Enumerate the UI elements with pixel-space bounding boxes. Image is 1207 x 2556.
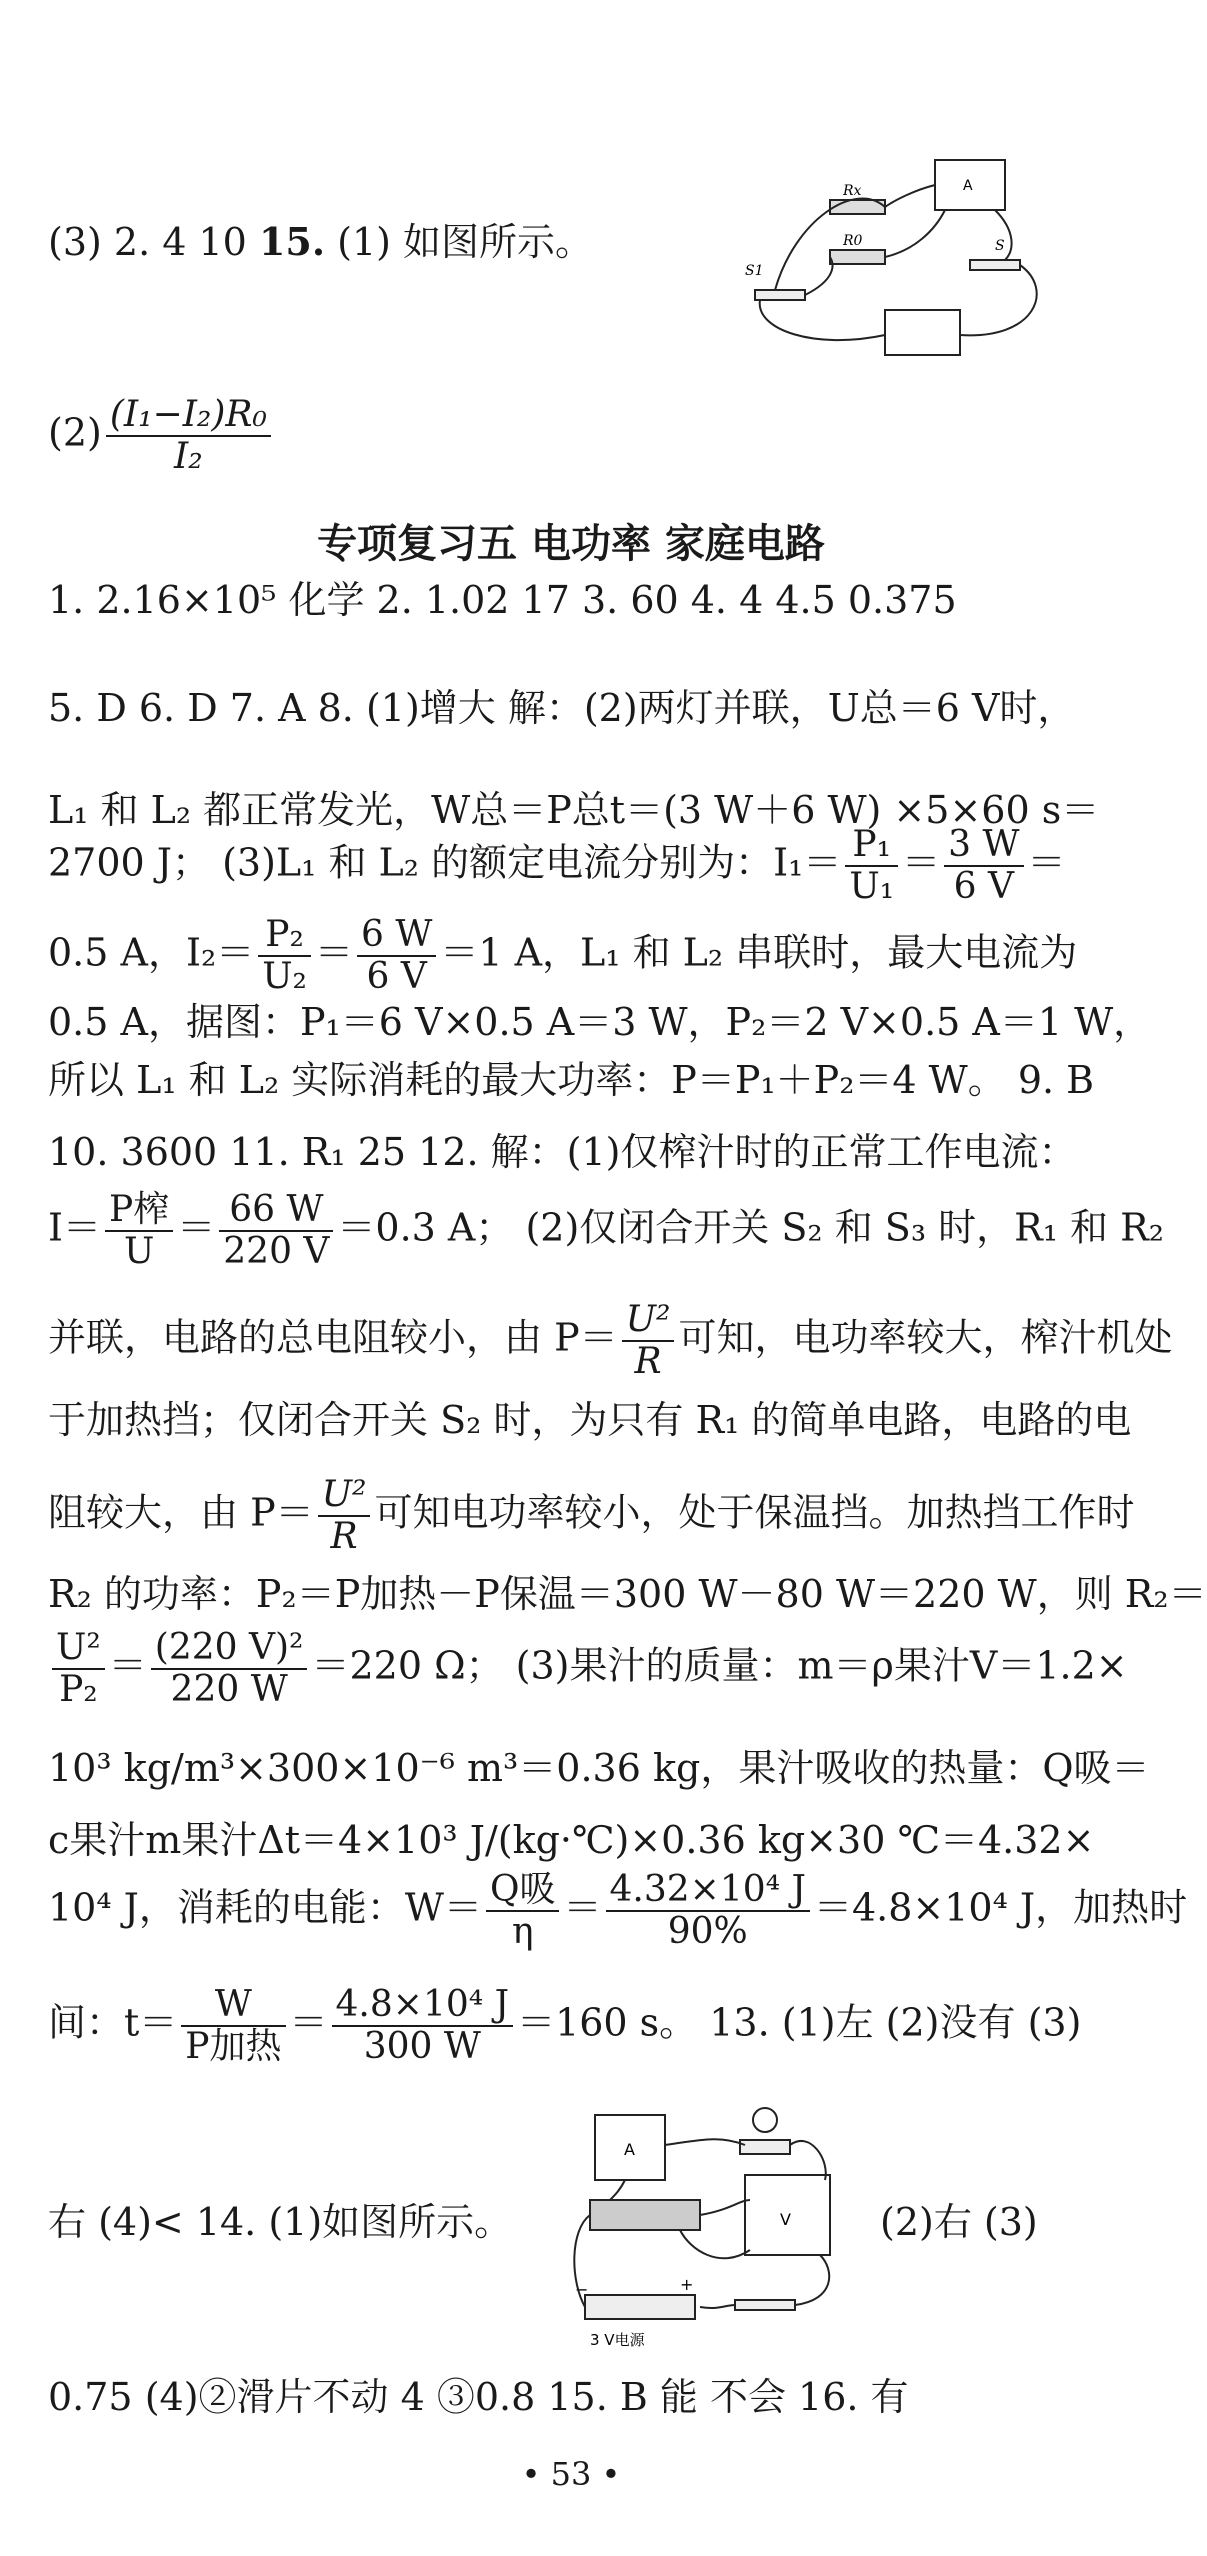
fraction: $\frac{\text{(I₁−I₂)R₀}}{\text{I₂}}$ xyxy=(106,395,271,477)
answer-line-20: 间：t＝ $\frac{W}{\text{P加热}}$ ＝ $\frac{\text{4.8×10⁴ J}}{300 W}$ ＝160 s。 13. (1)左 (2)没有 (3) xyxy=(48,1984,1082,2067)
answer-line-3: 1. 2.16×10⁵ 化学 2. 1.02 17 3. 60 4. 4 4.5 0.375 xyxy=(48,578,957,622)
ammeter-label: A xyxy=(624,2140,635,2159)
fraction: $\frac{\text{P榨}}{U}$ xyxy=(105,1190,173,1272)
fraction: $\frac{\text{Q吸}}{\eta}$ xyxy=(486,1870,560,1952)
rx-label: Rx xyxy=(843,183,862,199)
fraction: $\frac{\text{4.32×10⁴ J}}{90\%}$ xyxy=(606,1870,810,1952)
answer-line-14: 阻较大，由 P＝ $\frac{\text{U²}}{R}$ 可知电功率较小，处于保温挡。加热挡工作时 xyxy=(48,1474,1135,1557)
s-label: S xyxy=(995,238,1005,254)
s1-label: S1 xyxy=(745,263,764,279)
voltmeter-label: V xyxy=(780,2210,791,2229)
answer-line-22: 0.75 (4)②滑片不动 4 ③0.8 15. B 能 不会 16. 有 xyxy=(48,2375,909,2419)
answer-line-21: 右 (4)< 14. (1)如图所示。 xyxy=(48,2200,513,2244)
ammeter-label: A xyxy=(963,178,973,194)
answer-line-2: (2) $\frac{\text{(I₁−I₂)R₀}}{\text{I₂}}$ xyxy=(48,395,275,477)
plus-label: + xyxy=(680,2275,694,2294)
fraction: $\frac{\text{U²}}{R}$ xyxy=(318,1475,371,1557)
fraction: $\frac{W}{\text{P加热}}$ xyxy=(181,1985,285,2067)
answer-line-7: 0.5 A，I₂＝ $\frac{\text{P₂}}{\text{U₂}}$ ＝ $\frac{6 W}{6 V}$ ＝1 A，L₁ 和 L₂ 串联时，最大电流为 xyxy=(48,914,1078,997)
minus-label: − xyxy=(575,2280,589,2299)
answer-line-16: $\frac{\text{U²}}{\text{P₂}}$ ＝ $\frac{\text{(220 V)²}}{220 W}$ ＝220 Ω； (3)果汁的质量：m＝ρ果汁V＝1.2× xyxy=(48,1628,1128,1710)
answer-line-1: (3) 2. 4 10 15. (1) 如图所示。 xyxy=(48,219,594,264)
r0-label: R0 xyxy=(843,233,863,249)
fraction: $\frac{\text{P₁}}{\text{U₁}}$ xyxy=(845,825,898,907)
power-source-label: 3 V电源 xyxy=(590,2331,645,2349)
answer-line-5: L₁ 和 L₂ 都正常发光，W总＝P总t＝(3 W＋6 W) ×5×60 s＝ xyxy=(48,788,1100,832)
answer-line-11: I＝ $\frac{\text{P榨}}{U}$ ＝ $\frac{66 W}{220 V}$ ＝0.3 A； (2)仅闭合开关 S₂ 和 S₃ 时，R₁ 和 R₂ xyxy=(48,1189,1164,1272)
answer-line-4: 5. D 6. D 7. A 8. (1)增大 解：(2)两灯并联，U总＝6 V时， xyxy=(48,686,1076,730)
answer-line-8: 0.5 A，据图：P₁＝6 V×0.5 A＝3 W，P₂＝2 V×0.5 A＝1 W， xyxy=(48,1000,1152,1044)
fraction: $\frac{\text{4.8×10⁴ J}}{300 W}$ xyxy=(332,1985,514,2067)
answer-line-10: 10. 3600 11. R₁ 25 12. 解：(1)仅榨汁时的正常工作电流： xyxy=(48,1130,1077,1174)
circuit-figure-1 xyxy=(735,150,1065,380)
fraction: $\frac{\text{(220 V)²}}{220 W}$ xyxy=(151,1628,308,1710)
answer-line-13: 于加热挡；仅闭合开关 S₂ 时，为只有 R₁ 的简单电路，电路的电 xyxy=(48,1398,1132,1442)
fraction: $\frac{\text{U²}}{R}$ xyxy=(622,1300,675,1382)
fraction: $\frac{66 W}{220 V}$ xyxy=(219,1190,333,1272)
fraction: $\frac{\text{U²}}{\text{P₂}}$ xyxy=(52,1628,105,1710)
fraction: $\frac{3 W}{6 V}$ xyxy=(944,825,1023,907)
fraction: $\frac{6 W}{6 V}$ xyxy=(357,915,436,997)
circuit-figure-2 xyxy=(570,2100,860,2355)
fraction: $\frac{\text{P₂}}{\text{U₂}}$ xyxy=(258,915,311,997)
page-number: • 53 • xyxy=(521,2455,621,2493)
answer-line-19: 10⁴ J，消耗的电能：W＝ $\frac{\text{Q吸}}{\eta}$ ＝ $\frac{\text{4.32×10⁴ J}}{90\%}$ ＝4.8×10⁴ J，加热时 xyxy=(48,1869,1188,1952)
answer-line-21-right: (2)右 (3) xyxy=(880,2200,1038,2244)
answer-line-17: 10³ kg/m³×300×10⁻⁶ m³＝0.36 kg，果汁吸收的热量：Q吸＝ xyxy=(48,1746,1150,1790)
answer-line-9: 所以 L₁ 和 L₂ 实际消耗的最大功率：P＝P₁＋P₂＝4 W。 9. B xyxy=(48,1058,1095,1102)
answer-line-15: R₂ 的功率：P₂＝P加热－P保温＝300 W－80 W＝220 W，则 R₂＝ xyxy=(48,1572,1207,1616)
section-title: 专项复习五 电功率 家庭电路 xyxy=(317,521,825,567)
answer-line-12: 并联，电路的总电阻较小，由 P＝ $\frac{\text{U²}}{R}$ 可知，电功率较大，榨汁机处 xyxy=(48,1299,1173,1382)
answer-line-6: 2700 J； (3)L₁ 和 L₂ 的额定电流分别为：I₁＝ $\frac{\text{P₁}}{\text{U₁}}$ ＝ $\frac{3 W}{6 V}$ ＝ xyxy=(48,824,1066,907)
answer-line-18: c果汁m果汁Δt＝4×10³ J/(kg·℃)×0.36 kg×30 ℃＝4.32× xyxy=(48,1818,1095,1862)
